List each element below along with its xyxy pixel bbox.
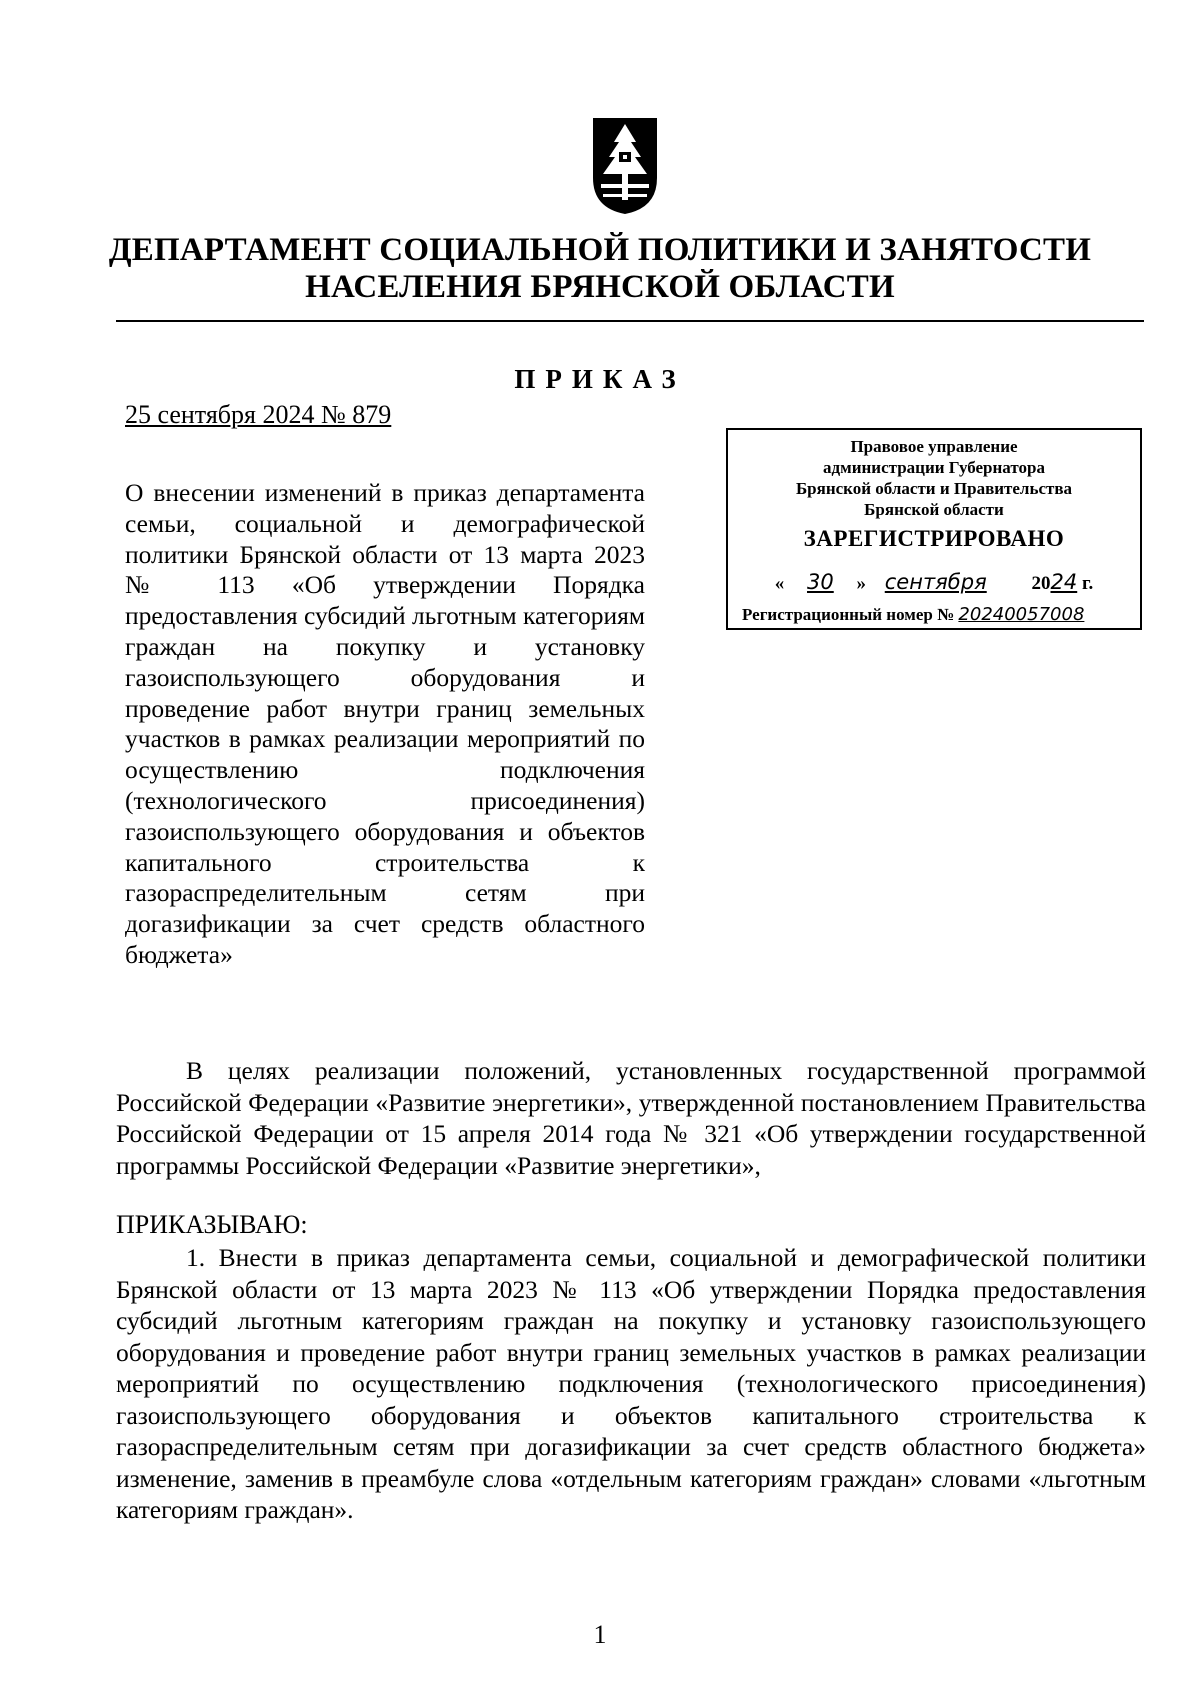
preamble-paragraph: В целях реализации положений, установленных государственной программой Российской Федерации «Развитие энергетики», утвержденной постановлением Правительства Российской Федерации от 15 апреля 2014 года № 321 «Об утверждении государственной программы Российской Федерации «Развитие энергетики», — [116, 1056, 1146, 1180]
stamp-line-2: администрации Губернатора — [823, 458, 1045, 477]
stamp-line-3: Брянской области и Правительства — [795, 479, 1073, 498]
stamp-registered: ЗАРЕГИСТРИРОВАНО — [803, 526, 1065, 551]
stamp-year-unit: г. — [1081, 573, 1094, 594]
stamp-open-quote: « — [774, 573, 785, 594]
stamp-reg-label: Регистрационный номер № — [742, 605, 955, 624]
stamp-line-1: Правовое управление — [850, 437, 1018, 456]
stamp-close-quote: » — [856, 573, 866, 594]
order-command: ПРИКАЗЫВАЮ: — [116, 1210, 308, 1239]
stamp-number-row — [742, 604, 1140, 625]
order-item-1: 1. Внести в приказ департамента семьи, социальной и демографической политики Брянской области от 13 марта 2023 № 113 «Об утверждении Порядка предоставления субсидий льготным категориям граждан на покупку и установку газоиспользующего оборудования и проведение работ внутри границ земельных участков в рамках реализации мероприятий по осуществлению подключения (технологического присоединения) газоиспользующего оборудования и объектов капитального строительства к газораспределительным сетям при догазификации за счет средств областного бюджета» изменение, заменив в преамбуле слова «отдельным категориям граждан» словами «льготным категориям граждан». — [116, 1243, 1146, 1524]
document-type: ПРИКАЗ — [514, 364, 686, 394]
page-number: 1 — [593, 1620, 607, 1649]
stamp-date-row — [728, 570, 1140, 595]
order-subject: О внесении изменений в приказ департамента семьи, социальной и демографической политики Брянской области от 13 марта 2023 № 113 «Об утверждении Порядка предоставления субсидий льготным категориям граждан на покупку и установку газоиспользующего оборудования и проведение работ внутри границ земельных участков в рамках реализации мероприятий по осуществлению подключения (технологического присоединения) газоиспользующего оборудования и объектов капитального строительства к газораспределительным сетям при догазификации за счет средств областного бюджета» — [125, 478, 645, 969]
stamp-year-prefix: 20 — [1031, 573, 1051, 594]
coat-of-arms-emblem — [589, 112, 661, 216]
header-rule — [116, 320, 1144, 322]
registration-stamp — [726, 428, 1142, 630]
stamp-year-suffix: 24 — [1050, 570, 1078, 594]
stamp-reg-number: 20240057008 — [958, 604, 1085, 625]
stamp-day: 30 — [807, 570, 834, 594]
department-title: ДЕПАРТАМЕНТ СОЦИАЛЬНОЙ ПОЛИТИКИ И ЗАНЯТОСТИ НАСЕЛЕНИЯ БРЯНСКОЙ ОБЛАСТИ — [108, 232, 1092, 305]
stamp-line-4: Брянской области — [864, 500, 1004, 519]
stamp-month: сентября — [884, 570, 987, 594]
order-date-number: 25 сентября 2024 № 879 — [125, 400, 392, 429]
